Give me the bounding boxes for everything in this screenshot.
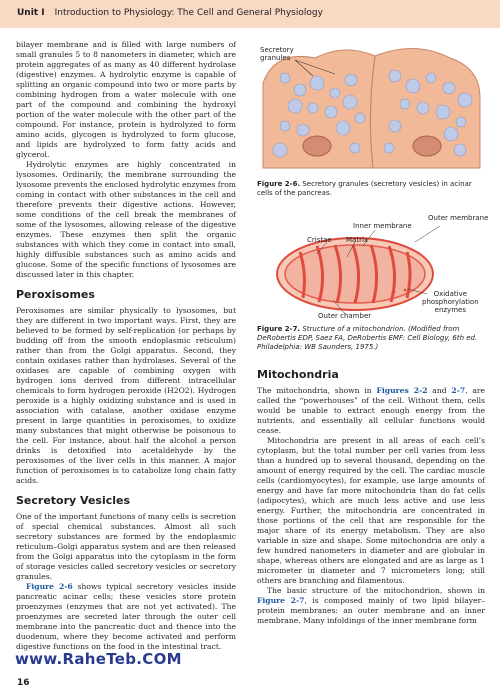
figure-ref-2-2[interactable]: Figures 2-2	[376, 386, 428, 395]
granule	[400, 99, 410, 109]
figure-2-6-caption: Figure 2-6. Secretory granules (secretory vesicles) in acinar cells of the pancreas.	[257, 180, 472, 197]
granule	[273, 143, 287, 157]
granule	[350, 143, 360, 153]
granule	[444, 127, 458, 141]
label-outer-membrane: Outer membrane	[428, 214, 489, 222]
granule	[294, 84, 306, 96]
granule	[384, 143, 394, 153]
granule	[406, 79, 420, 93]
figure-ref-2-7[interactable]: 2-7	[451, 386, 466, 395]
left-column	[16, 40, 236, 652]
granule	[355, 113, 365, 123]
granule	[389, 70, 401, 82]
label-cristae: Cristae	[307, 236, 332, 244]
paragraph-mitochondria-distribution: Mitochondria are present in all areas of each cell’s cytoplasm, but the total number per cell varies from less than a hundred up to several thousand, depending on the amount of energy required by the cell. The cardiac muscle cells (cardiomyocytes), for example, use large amounts of energy and have far more mitochondria than do fat cells (adipocytes), which are much less active and use less energy. Further, the mitochondria are concentrated in those portions of the cell that are responsible for the major share of its energy metabolism. They are also variable in size and shape. Some mitochondria are only a few hundred nanometers in diameter and are globular in shape, whereas others are elongated and are as large as 1 micrometer in diameter and 7 micrometers long; still others are branching and filamentous.	[257, 436, 485, 585]
granule	[456, 117, 466, 127]
chapter-title: Introduction to Physiology: The Cell and General Physiology	[54, 8, 323, 18]
granule	[330, 88, 340, 98]
granule	[443, 82, 455, 94]
granule	[280, 73, 290, 83]
running-head	[17, 8, 323, 18]
watermark-raheteb: www.RaheTeb.COM	[15, 650, 182, 668]
right-column	[257, 360, 485, 626]
paragraph-lysosomes: bilayer membrane and is filled with large numbers of small granules 5 to 8 nanometers in diameter, which are protein aggregates of as many as 40 different hydrolase (digestive) enzymes. A hydrolytic enzyme is capable of splitting an organic compound into two or more parts by combining hydrogen from a water molecule with one part of the compound and combining the hydroxyl portion of the water molecule with the other part of the compound. For instance, protein is hydrolyzed to form amino acids, glycogen is hydrolyzed to form glucose, and lipids are hydrolyzed to form fatty acids and glycerol.	[16, 40, 236, 159]
paragraph-figure-2-6: Figure 2-6 shows typical secretory vesicles inside pancreatic acinar cells; these vesicles store protein proenzymes (enzymes that are not yet activated). The proenzymes are secreted later through the outer cell membrane into the pancreatic duct and thence into the duodenum, where they become activated and perform digestive functions on the food in the intestinal tract.	[16, 582, 236, 651]
granule	[458, 93, 472, 107]
figure-ref-2-6[interactable]: Figure 2-6	[26, 582, 73, 591]
granule	[297, 124, 309, 136]
figure-ref-2-7b[interactable]: Figure 2-7	[257, 596, 305, 605]
granule	[325, 106, 337, 118]
figure-2-7-caption: Figure 2-7. Structure of a mitochondrion. (Modified from DeRobertis EDP, Saez FA, DeRobertis EMF: Cell Biology, 6th ed. Philadelphia: WB Saunders, 1975.)	[257, 325, 478, 351]
page-number: 16	[17, 678, 30, 688]
label-secretory-granules: Secretory granules	[260, 46, 294, 62]
label-matrix: Matrix	[346, 236, 369, 244]
paragraph-mitochondria-structure: The basic structure of the mitochondrion, shown in Figure 2-7, is composed mainly of two lipid bilayer–protein membranes: an outer membrane and an inner membrane. Many infoldings of the inner membrane form	[257, 586, 485, 625]
granule	[389, 120, 401, 132]
granule	[308, 103, 318, 113]
granule	[336, 121, 350, 135]
granule	[417, 102, 429, 114]
granule	[454, 144, 466, 156]
granule	[345, 74, 357, 86]
heading-peroxisomes: Peroxisomes	[16, 288, 95, 301]
label-inner-membrane: Inner membrane	[353, 222, 412, 230]
granule	[343, 95, 357, 109]
label-oxidative-enzymes: Oxidative phosphorylation enzymes	[422, 290, 479, 314]
heading-secretory-vesicles: Secretory Vesicles	[16, 494, 131, 507]
granule	[288, 99, 302, 113]
granule	[436, 105, 450, 119]
paragraph-hydrolytic: Hydrolytic enzymes are highly concentrated in lysosomes. Ordinarily, the membrane surrounding the lysosome prevents the enclosed hydrolytic enzymes from coming in contact with other substances in the cell and therefore prevents their digestive actions. However, some conditions of the cell break the membranes of some of the lysosomes, allowing release of the digestive enzymes. These enzymes then split the organic substances with which they come in contact into small, highly diffusible substances such as amino acids and glucose. Some of the specific functions of lysosomes are discussed later in this chapter.	[16, 160, 236, 279]
paragraph-secretory: One of the important functions of many cells is secretion of special chemical substances. Almost all such secretory substances are formed by the endoplasmic reticulum–Golgi apparatus system and are then released from the Golgi apparatus into the cytoplasm in the form of storage vesicles called secretory vesicles or secretory granules.	[16, 512, 236, 581]
granule	[280, 121, 290, 131]
paragraph-mitochondria-intro: The mitochondria, shown in Figures 2-2 and 2-7, are called the “powerhouses” of the cell. Without them, cells would be unable to extract enough energy from the nutrients, and essentially all cellular functions would cease.	[257, 386, 486, 435]
paragraph-peroxisomes: Peroxisomes are similar physically to lysosomes, but they are different in two important ways. First, they are believed to be formed by self-replication (or perhaps by budding off from the smooth endoplasmic reticulum) rather than from the Golgi apparatus. Second, they contain oxidases rather than hydrolases. Several of the oxidases are capable of combining oxygen with hydrogen ions derived from different intracellular chemicals to form hydrogen peroxide (H2O2). Hydrogen peroxide is a highly oxidizing substance and is used in association with catalase, another oxidase enzyme present in large quantities in peroxisomes, to oxidize many substances that might otherwise be poisonous to the cell. For instance, about half the alcohol a person drinks is detoxified into acetaldehyde by the peroxisomes of the liver cells in this manner. A major function of peroxisomes is to catabolize long chain fatty acids.	[16, 306, 236, 485]
granule	[426, 73, 436, 83]
unit-label: Unit I	[17, 8, 45, 18]
heading-mitochondria: Mitochondria	[257, 368, 339, 381]
label-outer-chamber: Outer chamber	[318, 312, 372, 320]
granule	[310, 76, 324, 90]
